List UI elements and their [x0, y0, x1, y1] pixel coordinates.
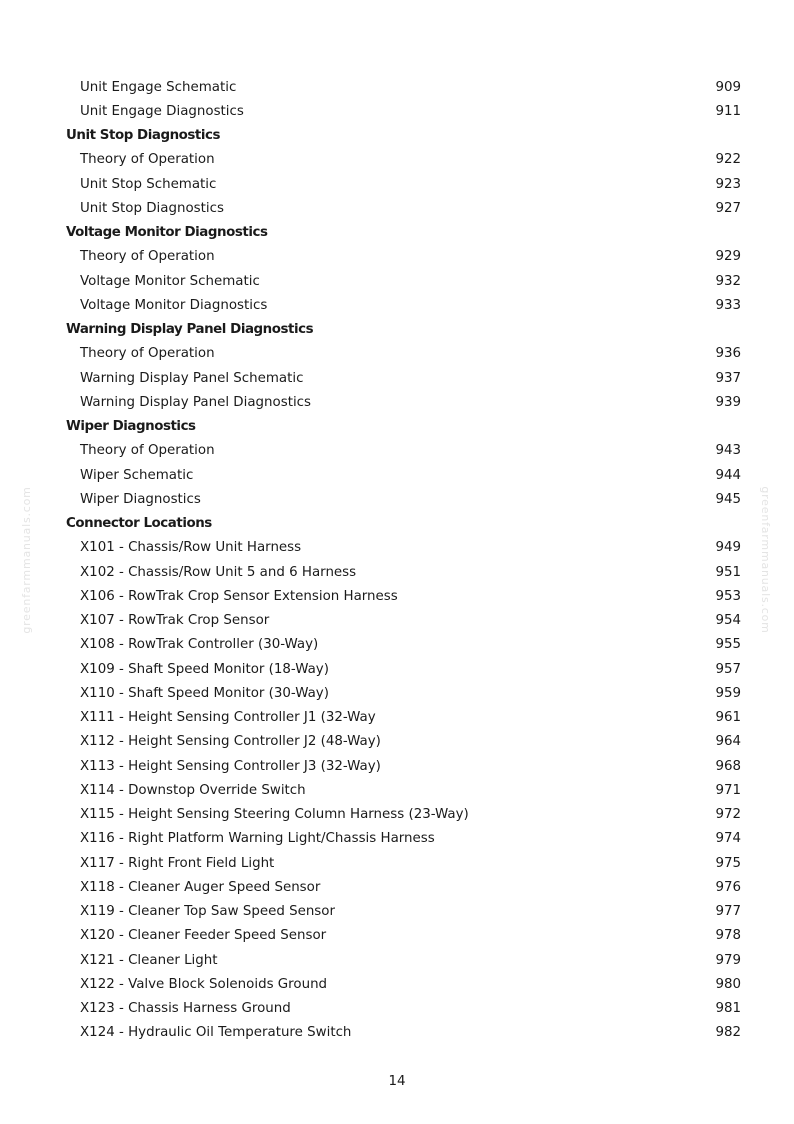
entry-page-number: 959 [715, 685, 741, 701]
entry-title: X102 - Chassis/Row Unit 5 and 6 Harness [80, 564, 357, 580]
entry-page-number: 978 [715, 928, 741, 944]
entry-page-number: 943 [715, 443, 741, 459]
entry-page-number: 957 [715, 661, 741, 677]
entry-page-number: 976 [715, 879, 741, 895]
entry-page-number: 954 [715, 613, 741, 628]
entry-title: X117 - Right Front Field Light [80, 855, 275, 871]
entry-page-number: 922 [715, 152, 741, 168]
toc-entry[interactable] [0, 949, 794, 973]
entry-page-number: 980 [715, 976, 741, 992]
entry-page-number: 937 [715, 370, 741, 386]
toc-entry[interactable] [0, 197, 794, 221]
entry-page-number: 923 [715, 176, 741, 192]
entry-page-number: 968 [715, 758, 741, 774]
entry-title: X114 - Downstop Override Switch [80, 782, 306, 798]
toc-entry[interactable] [0, 827, 794, 851]
entry-title: X112 - Height Sensing Controller J2 (48-Way) [80, 734, 381, 750]
entry-page-number: 955 [715, 637, 741, 653]
toc-entry[interactable] [0, 803, 794, 827]
entry-page-number: 953 [715, 588, 741, 604]
entry-page-number: 979 [715, 952, 741, 968]
toc-entry[interactable] [0, 900, 794, 924]
toc-entry[interactable] [0, 779, 794, 803]
toc-entry[interactable] [0, 730, 794, 754]
toc-entry[interactable] [0, 633, 794, 657]
entry-title: X121 - Cleaner Light [80, 952, 218, 968]
entry-page-number: 975 [715, 855, 741, 871]
toc-entry[interactable] [0, 536, 794, 560]
toc-entry[interactable] [0, 924, 794, 948]
toc-entry[interactable] [0, 997, 794, 1021]
toc-entry[interactable] [0, 148, 794, 172]
toc-entry[interactable] [0, 755, 794, 779]
entry-title: Unit Stop Schematic [80, 176, 217, 192]
entry-title: X115 - Height Sensing Steering Column Harness (23-Way) [80, 807, 469, 822]
section-title: Unit Stop Diagnostics [66, 128, 221, 143]
toc-entry[interactable] [0, 464, 794, 488]
entry-page-number: 949 [715, 540, 741, 556]
entry-title: Wiper Schematic [80, 467, 194, 483]
page-number: 14 [388, 1074, 406, 1089]
entry-page-number: 972 [715, 807, 741, 822]
entry-title: X108 - RowTrak Controller (30-Way) [80, 637, 319, 653]
toc-entry[interactable] [0, 609, 794, 633]
entry-page-number: 909 [715, 79, 741, 95]
entry-title: Unit Stop Diagnostics [80, 200, 224, 216]
entry-title: X122 - Valve Block Solenoids Ground [80, 976, 328, 992]
entry-title: X113 - Height Sensing Controller J3 (32-Way) [80, 758, 381, 774]
entry-page-number: 961 [715, 710, 741, 725]
entry-title: Theory of Operation [80, 152, 215, 168]
entry-title: Voltage Monitor Schematic [80, 273, 260, 289]
entry-title: X106 - RowTrak Crop Sensor Extension Harness [80, 588, 398, 604]
entry-page-number: 932 [715, 273, 741, 289]
entry-page-number: 964 [715, 734, 741, 750]
entry-title: X107 - RowTrak Crop Sensor [80, 613, 270, 628]
toc-entry[interactable] [0, 876, 794, 900]
watermark-right: greenfarmmanuals.com [759, 486, 772, 634]
entry-title: X110 - Shaft Speed Monitor (30-Way) [80, 685, 329, 701]
entry-title: Warning Display Panel Schematic [80, 370, 304, 386]
toc-entry[interactable] [0, 706, 794, 730]
toc-entry[interactable] [0, 488, 794, 512]
toc-entry[interactable] [0, 245, 794, 269]
toc-entry[interactable] [0, 561, 794, 585]
entry-title: X109 - Shaft Speed Monitor (18-Way) [80, 661, 329, 677]
entry-title: Theory of Operation [80, 443, 215, 459]
entry-title: X118 - Cleaner Auger Speed Sensor [80, 879, 321, 895]
entry-page-number: 982 [715, 1025, 741, 1041]
watermark-left: greenfarmmanuals.com [20, 486, 33, 634]
entry-page-number: 933 [715, 297, 741, 313]
toc-entry[interactable] [0, 852, 794, 876]
entry-page-number: 951 [715, 564, 741, 580]
toc-entry[interactable] [0, 391, 794, 415]
entry-page-number: 977 [715, 904, 741, 919]
section-title: Warning Display Panel Diagnostics [66, 322, 314, 337]
entry-title: Theory of Operation [80, 249, 215, 265]
entry-page-number: 971 [715, 782, 741, 798]
entry-title: X120 - Cleaner Feeder Speed Sensor [80, 928, 327, 944]
entry-title: X111 - Height Sensing Controller J1 (32-Way [80, 710, 376, 725]
entry-page-number: 944 [715, 467, 741, 483]
entry-title: Unit Engage Diagnostics [80, 103, 244, 119]
entry-page-number: 945 [715, 491, 741, 507]
toc-entry[interactable] [0, 342, 794, 366]
toc-entry[interactable] [0, 294, 794, 318]
toc-section-heading [0, 415, 794, 439]
toc-entry[interactable] [0, 367, 794, 391]
entry-title: X124 - Hydraulic Oil Temperature Switch [80, 1025, 352, 1041]
toc-entry[interactable] [0, 585, 794, 609]
entry-title: Wiper Diagnostics [80, 491, 201, 507]
entry-page-number: 939 [715, 394, 741, 410]
toc-section-heading [0, 512, 794, 536]
entry-page-number: 936 [715, 346, 741, 362]
entry-title: Unit Engage Schematic [80, 79, 237, 95]
toc-entry[interactable] [0, 682, 794, 706]
toc-entry[interactable] [0, 1021, 794, 1045]
entry-title: X101 - Chassis/Row Unit Harness [80, 540, 302, 556]
entry-page-number: 974 [715, 831, 741, 847]
section-title: Connector Locations [66, 516, 212, 531]
toc-entry[interactable] [0, 973, 794, 997]
entry-title: Voltage Monitor Diagnostics [80, 297, 268, 313]
entry-title: Theory of Operation [80, 346, 215, 362]
section-title: Wiper Diagnostics [66, 419, 196, 434]
entry-page-number: 929 [715, 249, 741, 265]
entry-page-number: 927 [715, 200, 741, 216]
toc-entry[interactable] [0, 173, 794, 197]
entry-page-number: 981 [715, 1001, 741, 1016]
entry-page-number: 911 [715, 103, 741, 119]
toc-entry[interactable] [0, 76, 794, 100]
toc-entry[interactable] [0, 439, 794, 463]
toc-entry[interactable] [0, 658, 794, 682]
toc-section-heading [0, 318, 794, 342]
toc-entry[interactable] [0, 270, 794, 294]
entry-title: X119 - Cleaner Top Saw Speed Sensor [80, 904, 335, 919]
section-title: Voltage Monitor Diagnostics [66, 225, 268, 240]
table-of-contents [0, 76, 794, 1046]
entry-title: X116 - Right Platform Warning Light/Chassis Harness [80, 831, 435, 847]
toc-section-heading [0, 124, 794, 148]
entry-title: X123 - Chassis Harness Ground [80, 1001, 291, 1016]
toc-section-heading [0, 221, 794, 245]
toc-entry[interactable] [0, 100, 794, 124]
entry-title: Warning Display Panel Diagnostics [80, 394, 312, 410]
